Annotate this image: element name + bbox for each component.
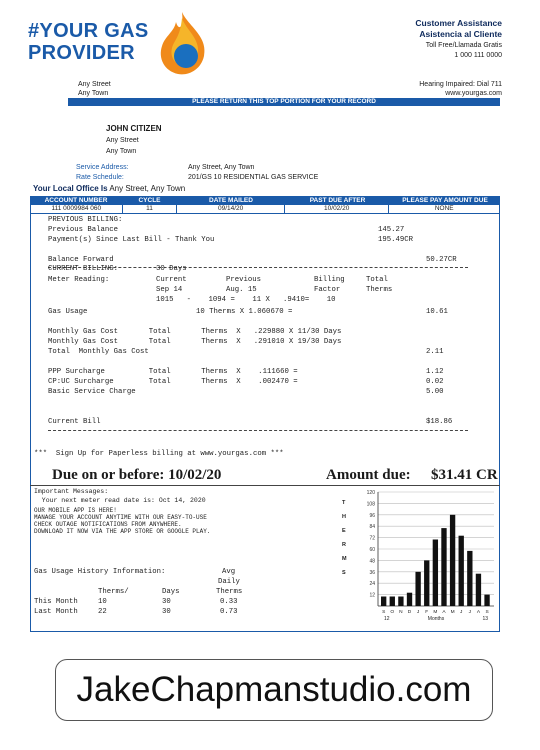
usage-bar bbox=[459, 536, 464, 606]
meter-header-billing: Billing bbox=[314, 276, 345, 284]
previous-balance-amount: 145.27 bbox=[378, 226, 405, 234]
customer-town: Any Town bbox=[106, 148, 137, 155]
usage-bar bbox=[441, 528, 446, 606]
value-amount-due: NONE bbox=[434, 205, 454, 212]
flame-logo-icon bbox=[152, 8, 212, 78]
message-app-4: DOWNLOAD IT NOW VIA THE APP STORE OR GOOGLE PLAY. bbox=[34, 528, 211, 535]
message-app-1: OUR MOBILE APP IS HERE! bbox=[34, 507, 117, 514]
x-tick-label: J bbox=[416, 610, 420, 615]
usage-bar bbox=[407, 593, 412, 606]
y-tick-label: 60 bbox=[369, 547, 375, 553]
y-tick-label: 48 bbox=[369, 558, 375, 565]
x-tick-label: F bbox=[425, 610, 429, 615]
total-monthly-amount: 2.11 bbox=[426, 348, 444, 356]
header-amount-due: PLEASE PAY AMOUNT DUE bbox=[402, 197, 488, 204]
company-name-line1: #YOUR GAS bbox=[28, 20, 149, 42]
history-col-therms2: Therms bbox=[216, 588, 243, 596]
current-bill-label: Current Bill bbox=[48, 418, 101, 426]
balance-forward-amount: 50.27CR bbox=[426, 256, 457, 264]
tollfree-number: 1 000 111 0000 bbox=[454, 52, 502, 59]
x-tick-label: J bbox=[468, 610, 472, 615]
previous-balance-label: Previous Balance bbox=[48, 226, 119, 234]
y-tick-label: 84 bbox=[369, 524, 375, 531]
monthly-gas-cost-1: Monthly Gas Cost Total Therms X .229880 X 11/30 Days bbox=[48, 328, 342, 336]
history-col-avg: Avg bbox=[222, 568, 236, 576]
x-right-label: 13 bbox=[482, 616, 488, 622]
x-axis-label: Months bbox=[427, 616, 445, 622]
total-monthly-label: Total Monthly Gas Cost bbox=[48, 348, 149, 356]
balance-forward-label: Balance Forward bbox=[48, 256, 114, 264]
rate-schedule-label: Rate Schedule: bbox=[76, 174, 124, 181]
header-account-number: ACCOUNT NUMBER bbox=[44, 197, 108, 204]
x-tick-label: S bbox=[485, 610, 489, 615]
history-row-label: This Month bbox=[34, 598, 78, 606]
previous-billing-heading: PREVIOUS BILLING: bbox=[48, 216, 123, 224]
x-tick-label: N bbox=[399, 610, 403, 615]
history-row-daily: 0.73 bbox=[220, 608, 238, 616]
message-app-2: MANAGE YOUR ACCOUNT ANYTIME WITH OUR EASY-TO-USE bbox=[34, 514, 207, 521]
gas-usage-amount: 10.61 bbox=[426, 308, 448, 316]
value-cycle: 11 bbox=[123, 205, 178, 213]
y-tick-label: 108 bbox=[366, 501, 375, 508]
message-app-3: CHECK OUTAGE NOTIFICATIONS FROM ANYWHERE. bbox=[34, 521, 182, 528]
local-office bbox=[33, 184, 185, 193]
history-row-daily: 0.33 bbox=[220, 598, 238, 606]
local-office-label: Your Local Office Is bbox=[33, 184, 108, 193]
meter-date-current: Sep 14 bbox=[156, 286, 183, 294]
y-tick-label: 12 bbox=[369, 592, 375, 599]
history-row-therms: 22 bbox=[98, 608, 107, 616]
meter-date-previous: Aug. 15 bbox=[226, 286, 257, 294]
meter-header-therms: Therms bbox=[366, 286, 393, 294]
history-row-days: 30 bbox=[162, 598, 171, 606]
side-label: E bbox=[342, 528, 346, 534]
side-label: R bbox=[342, 542, 346, 548]
y-tick-label: 36 bbox=[369, 569, 375, 576]
company-name-line2: PROVIDER bbox=[28, 42, 135, 64]
usage-bar bbox=[467, 551, 472, 606]
usage-bar bbox=[424, 560, 429, 606]
basic-service-amount: 5.00 bbox=[426, 388, 444, 396]
header-cycle: CYCLE bbox=[138, 197, 161, 204]
current-billing-heading: CURRENT BILLING: bbox=[48, 265, 119, 273]
usage-bar bbox=[398, 597, 403, 607]
usage-history-chart bbox=[322, 486, 500, 628]
contact-heading: Customer Assistance bbox=[415, 18, 502, 28]
y-tick-label: 96 bbox=[369, 512, 375, 519]
due-date: Due on or before: 10/02/20 bbox=[52, 467, 222, 483]
usage-bar bbox=[476, 574, 481, 606]
history-heading: Gas Usage History Information: bbox=[34, 568, 166, 576]
customer-name: JOHN CITIZEN bbox=[106, 124, 162, 133]
website-link[interactable]: www.yourgas.com bbox=[445, 90, 502, 97]
gas-usage-label: Gas Usage bbox=[48, 308, 88, 316]
company-logo-text bbox=[28, 20, 149, 64]
usage-bar bbox=[381, 597, 386, 607]
account-table-values bbox=[30, 205, 500, 214]
history-row-therms: 10 bbox=[98, 598, 107, 606]
local-office-value: Any Street, Any Town bbox=[109, 184, 186, 193]
payments-amount: 195.49CR bbox=[378, 236, 414, 244]
hearing-impaired: Hearing Impaired: Dial 711 bbox=[419, 81, 502, 88]
usage-bar bbox=[390, 597, 395, 607]
rate-schedule: 201/GS 10 RESIDENTIAL GAS SERVICE bbox=[188, 174, 319, 181]
gas-usage-calc: 10 Therms X 1.060670 = bbox=[196, 308, 293, 316]
value-account-number: 111 0009984 060 bbox=[31, 205, 123, 213]
usage-bar bbox=[484, 595, 489, 606]
ppp-surcharge: PPP Surcharge Total Therms X .111660 = bbox=[48, 368, 298, 376]
account-table-header bbox=[30, 196, 500, 205]
company-street: Any Street bbox=[78, 81, 111, 88]
service-address: Any Street, Any Town bbox=[188, 164, 255, 171]
side-label: M bbox=[342, 556, 347, 562]
x-tick-label: S bbox=[382, 610, 386, 615]
history-col-days: Days bbox=[162, 588, 180, 596]
side-label: H bbox=[342, 514, 346, 520]
meter-header-factor: Factor bbox=[314, 286, 341, 294]
usage-bar bbox=[415, 572, 420, 606]
x-tick-label: A bbox=[442, 610, 446, 615]
meter-reading-row: 1015 - 1094 = 11 X .9410= 10 bbox=[156, 296, 336, 304]
x-tick-label: J bbox=[460, 610, 463, 615]
basic-service-label: Basic Service Charge bbox=[48, 388, 136, 396]
side-label: T bbox=[342, 500, 346, 506]
amount-due-value: $31.41 CR bbox=[431, 467, 498, 483]
studio-watermark: JakeChapmanstudio.com bbox=[55, 659, 493, 721]
ppp-amount: 1.12 bbox=[426, 368, 444, 376]
x-tick-label: D bbox=[407, 610, 412, 615]
message-read-date: Your next meter read date is: Oct 14, 2020 bbox=[34, 497, 206, 504]
x-left-label: 12 bbox=[384, 616, 390, 622]
payments-label: Payment(s) Since Last Bill - Thank You bbox=[48, 236, 215, 244]
history-row-label: Last Month bbox=[34, 608, 78, 616]
meter-header-total: Total bbox=[366, 276, 388, 284]
history-col-daily: Daily bbox=[218, 578, 240, 586]
x-tick-label: O bbox=[390, 610, 395, 615]
x-tick-label: M bbox=[450, 610, 455, 615]
meter-reading-label: Meter Reading: bbox=[48, 276, 110, 284]
meter-header-previous: Previous bbox=[226, 276, 262, 284]
usage-bar bbox=[433, 540, 438, 607]
x-tick-label: M bbox=[433, 610, 438, 615]
billing-days: 30 Days bbox=[156, 265, 187, 273]
service-address-label: Service Address: bbox=[76, 164, 129, 171]
monthly-gas-cost-2: Monthly Gas Cost Total Therms X .291010 X 19/30 Days bbox=[48, 338, 342, 346]
y-tick-label: 120 bbox=[366, 490, 375, 496]
history-col-therms: Therms/ bbox=[98, 588, 129, 596]
cpuc-amount: 0.02 bbox=[426, 378, 444, 386]
header-past-due: PAST DUE AFTER bbox=[309, 197, 366, 204]
customer-street: Any Street bbox=[106, 137, 139, 144]
contact-spanish: Asistencia al Cliente bbox=[419, 29, 502, 39]
header-date-mailed: DATE MAILED bbox=[209, 197, 253, 204]
history-row-days: 30 bbox=[162, 608, 171, 616]
amount-due-label: Amount due: bbox=[326, 467, 411, 483]
value-past-due: 10/02/20 bbox=[285, 205, 390, 213]
y-tick-label: 24 bbox=[369, 581, 375, 588]
cpuc-surcharge: CP:UC Surcharge Total Therms X .002470 = bbox=[48, 378, 298, 386]
y-tick-label: 72 bbox=[369, 535, 375, 542]
messages-heading: Important Messages: bbox=[34, 488, 109, 495]
current-bill-amount: $18.86 bbox=[426, 418, 453, 426]
x-tick-label: A bbox=[476, 610, 481, 615]
tollfree-label: Toll Free/Llamada Gratis bbox=[425, 42, 502, 49]
side-label: S bbox=[342, 570, 346, 576]
return-banner: PLEASE RETURN THIS TOP PORTION FOR YOUR RECORD bbox=[68, 98, 500, 106]
company-town: Any Town bbox=[78, 90, 109, 97]
meter-header-current: Current bbox=[156, 276, 187, 284]
usage-bar bbox=[450, 515, 455, 606]
value-date-mailed: 09/14/20 bbox=[177, 205, 285, 213]
separator-line bbox=[48, 430, 468, 431]
paperless-message: *** Sign Up for Paperless billing at www.yourgas.com *** bbox=[34, 450, 284, 458]
